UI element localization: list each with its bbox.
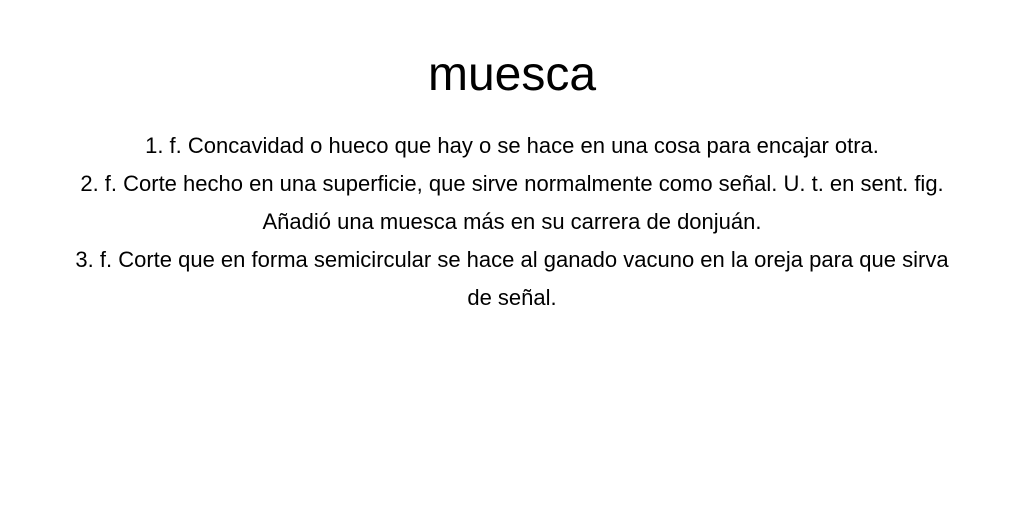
definition-item: 1. f. Concavidad o hueco que hay o se hace en una cosa para encajar otra.: [145, 133, 879, 158]
entry-term: muesca: [427, 48, 597, 101]
definition-item: 2. f. Corte hecho en una superficie, que sirve normalmente como señal. U. t. en sent. fig. Añadió una muesca más en su carrera de donjuán.: [80, 171, 944, 234]
definition-list: [62, 127, 962, 317]
definition-item: 3. f. Corte que en forma semicircular se hace al ganado vacuno en la oreja para que sirva de señal.: [75, 247, 949, 310]
